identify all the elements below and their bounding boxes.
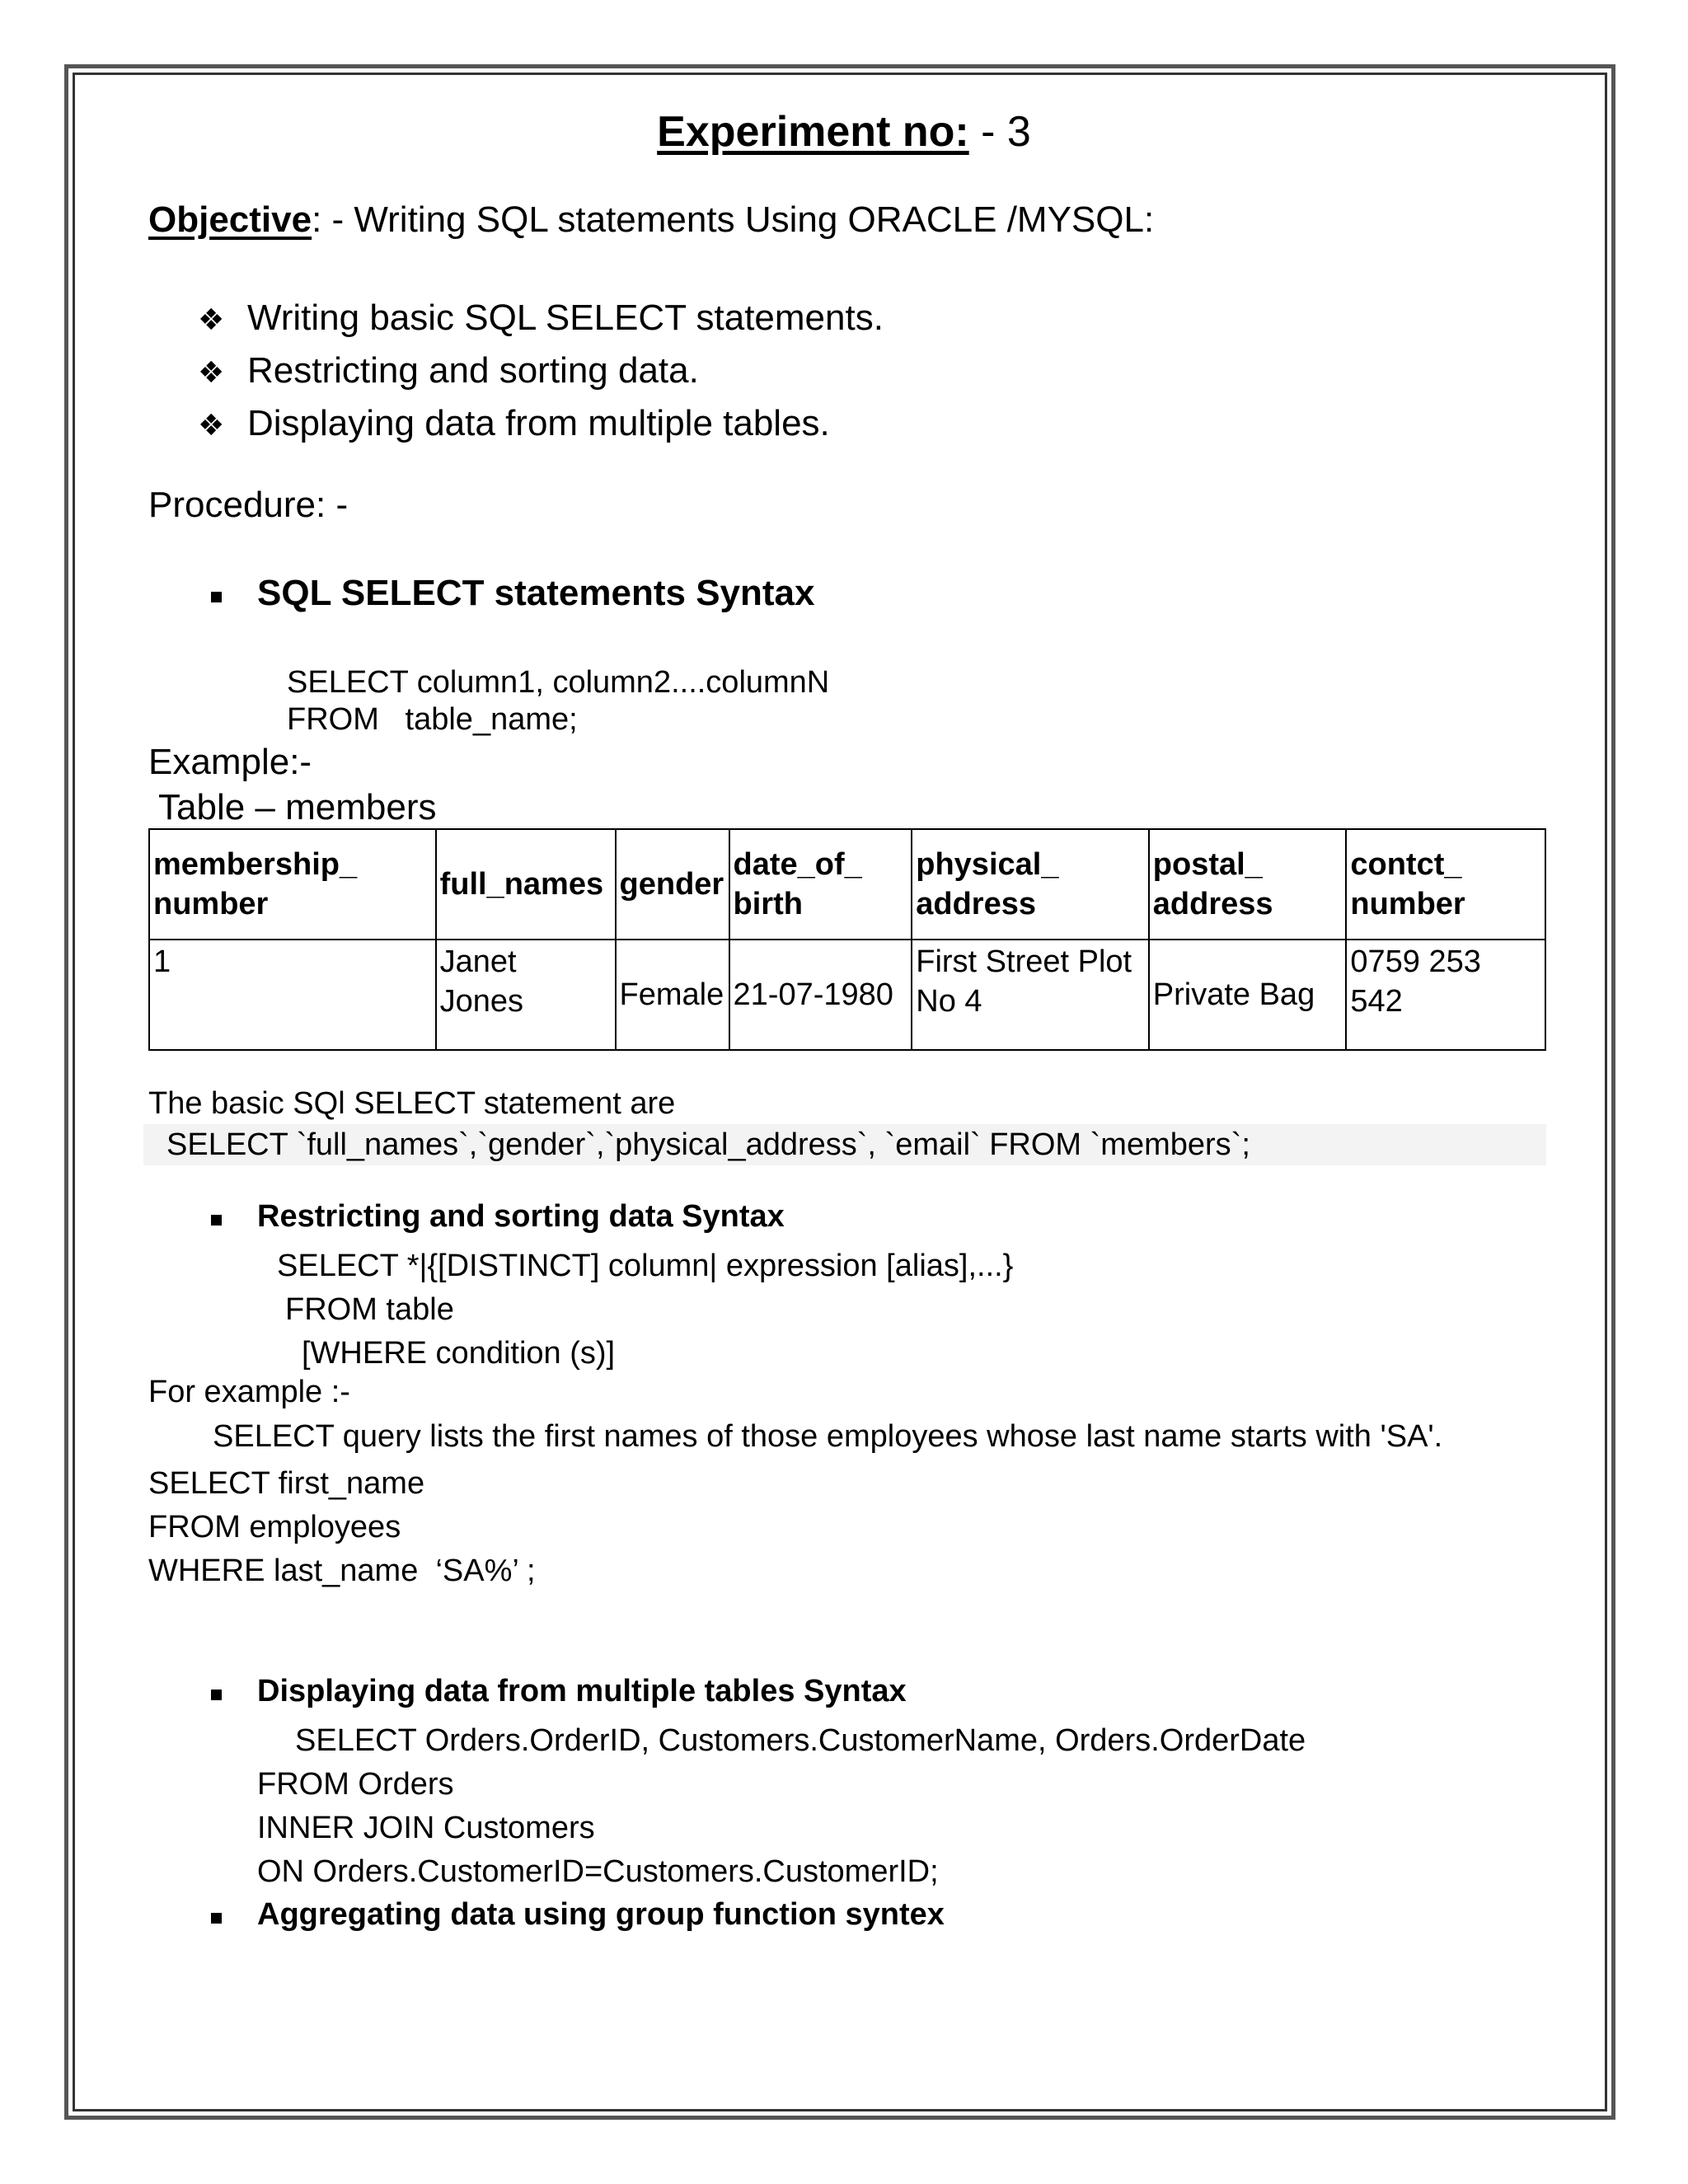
section-heading-aggregating: Aggregating data using group function syntex — [257, 1897, 945, 1932]
table-cell: Private Bag — [1149, 940, 1347, 1050]
objective-line — [148, 199, 1154, 241]
square-bullet-icon — [211, 592, 222, 602]
list-item — [198, 345, 884, 398]
code-line: SELECT column1, column2....columnN — [287, 665, 830, 700]
example-sql-code — [148, 1462, 536, 1593]
table-cell: Janet Jones — [436, 940, 616, 1050]
objective-label: Objective — [148, 199, 312, 240]
code-line: SELECT first_name — [148, 1466, 425, 1501]
title-label: Experiment no: — [657, 108, 969, 156]
page-title — [0, 107, 1688, 157]
code-line: [WHERE condition (s)] — [302, 1336, 616, 1371]
list-item — [198, 398, 884, 451]
join-syntax-code — [257, 1719, 1306, 1894]
table-cell: First Street Plot No 4 — [912, 940, 1149, 1050]
example-label: Example:- — [148, 742, 312, 782]
objective-text: : - Writing SQL statements Using ORACLE /MYSQL: — [312, 199, 1155, 240]
members-table — [148, 828, 1546, 1051]
diamond-bullet-icon: ❖ — [198, 408, 225, 442]
for-example-label: For example :- — [148, 1375, 350, 1409]
column-header: postal_ address — [1149, 829, 1347, 940]
code-line: SELECT *|{[DISTINCT] column| expression [alias],...} — [277, 1249, 1014, 1283]
table-cell: 0759 253 542 — [1346, 940, 1545, 1050]
restricting-syntax-code — [277, 1244, 1013, 1376]
basic-select-code: SELECT `full_names`,`gender`,`physical_address`, `email` FROM `members`; — [166, 1127, 1250, 1162]
code-line: INNER JOIN Customers — [257, 1811, 595, 1845]
column-header: full_names — [436, 829, 616, 940]
list-item-text: Writing basic SQL SELECT statements. — [247, 298, 884, 338]
table-cell: 1 — [149, 940, 436, 1050]
code-line: SELECT Orders.OrderID, Customers.CustomerName, Orders.OrderDate — [295, 1723, 1306, 1758]
query-description: SELECT query lists the first names of those employees whose last name starts with 'SA'. — [213, 1419, 1443, 1454]
table-cell: 21-07-1980 — [729, 940, 912, 1050]
square-bullet-icon — [211, 1215, 222, 1226]
column-header: gender — [616, 829, 729, 940]
list-item-text: Displaying data from multiple tables. — [247, 403, 830, 443]
code-line: FROM table — [285, 1292, 454, 1327]
code-line: FROM employees — [148, 1510, 401, 1544]
list-item — [198, 293, 884, 345]
table-caption: Table – members — [158, 787, 437, 827]
section-heading-multiple-tables: Displaying data from multiple tables Syntax — [257, 1674, 907, 1708]
code-line: WHERE last_name ‘SA%’ ; — [148, 1554, 536, 1588]
list-item-text: Restricting and sorting data. — [247, 350, 699, 391]
diamond-bullet-icon: ❖ — [198, 355, 225, 389]
diamond-bullet-icon: ❖ — [198, 302, 225, 336]
section-heading-restricting: Restricting and sorting data Syntax — [257, 1199, 785, 1234]
basic-statement-text: The basic SQl SELECT statement are — [148, 1086, 676, 1121]
column-header: physical_ address — [912, 829, 1149, 940]
table-cell: Female — [616, 940, 729, 1050]
procedure-heading: Procedure: - — [148, 485, 349, 525]
column-header: contct_ number — [1346, 829, 1545, 940]
section-heading-select: SQL SELECT statements Syntax — [257, 573, 815, 613]
table-header-row — [149, 829, 1545, 940]
title-number: - 3 — [968, 108, 1031, 156]
code-line: FROM Orders — [257, 1767, 454, 1802]
column-header: date_of_ birth — [729, 829, 912, 940]
table-row — [149, 940, 1545, 1050]
objectives-list — [198, 293, 884, 451]
column-header: membership_ number — [149, 829, 436, 940]
code-line: FROM table_name; — [287, 702, 578, 737]
square-bullet-icon — [211, 1913, 222, 1924]
select-syntax-code — [287, 664, 829, 738]
square-bullet-icon — [211, 1690, 222, 1700]
code-line: ON Orders.CustomerID=Customers.CustomerID; — [257, 1854, 939, 1889]
